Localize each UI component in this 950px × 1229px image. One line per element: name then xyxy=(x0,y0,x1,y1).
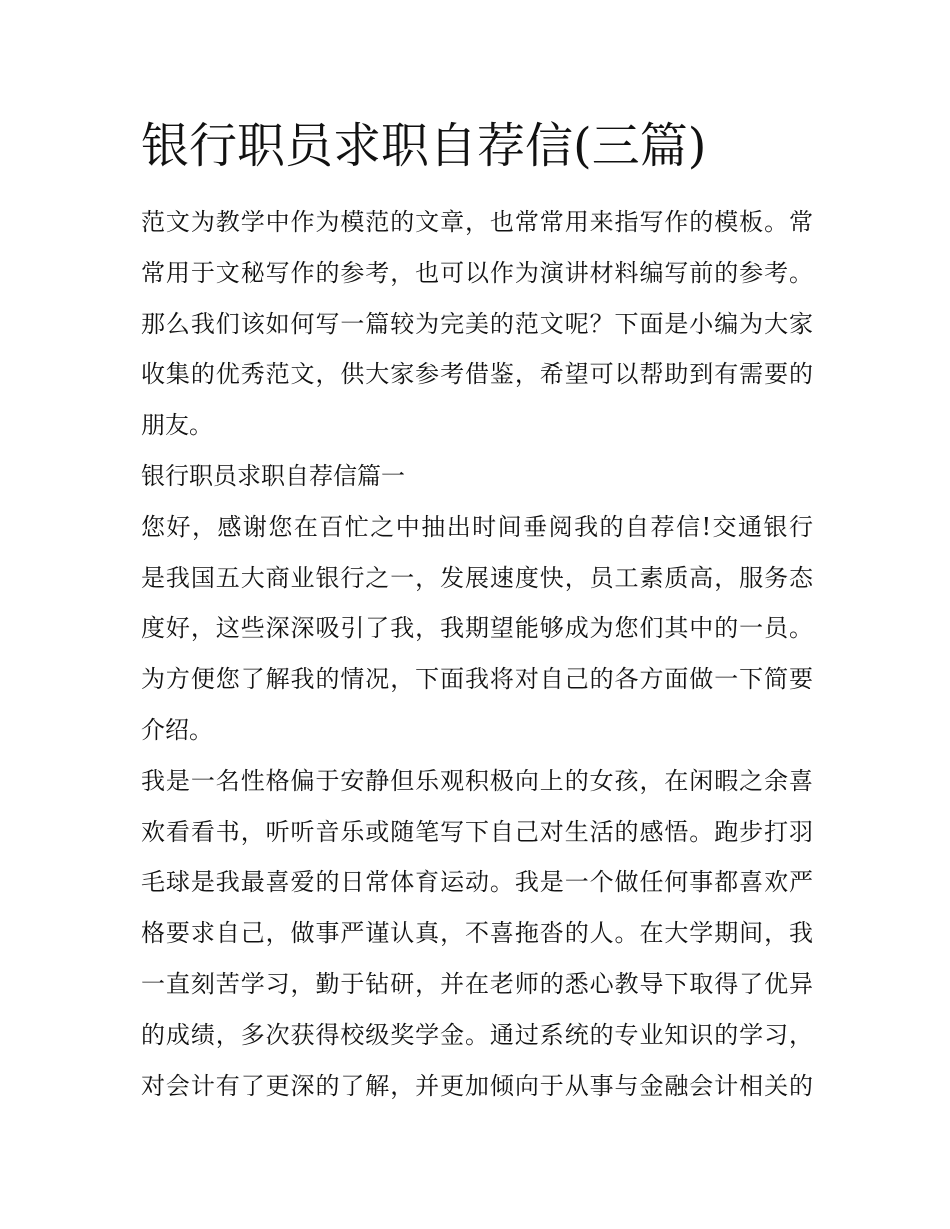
paragraph-line: 那么我们该如何写一篇较为完美的范文呢？下面是小编为大家 xyxy=(141,309,813,338)
paragraph-line: 为方便您了解我的情况，下面我将对自己的各方面做一下简要 xyxy=(141,665,813,694)
paragraph-line: 欢看看书，听听音乐或随笔写下自己对生活的感悟。跑步打羽 xyxy=(141,817,813,846)
paragraph-line: 范文为教学中作为模范的文章，也常常用来指写作的模板。常 xyxy=(141,208,813,236)
paragraph-line: 的成绩，多次获得校级奖学金。通过系统的专业知识的学习， xyxy=(141,1020,813,1049)
paragraph-line: 介绍。 xyxy=(141,715,213,744)
paragraph-line: 格要求自己，做事严谨认真，不喜拖沓的人。在大学期间，我 xyxy=(141,919,813,948)
paragraph-line: 朋友。 xyxy=(141,411,213,440)
section-heading: 银行职员求职自荐信篇一 xyxy=(141,461,405,490)
paragraph-line: 是我国五大商业银行之一，发展速度快，员工素质高，服务态 xyxy=(141,563,813,592)
document-title: 银行职员求职自荐信(三篇) xyxy=(141,118,707,174)
paragraph-line: 毛球是我最喜爱的日常体育运动。我是一个做任何事都喜欢严 xyxy=(141,868,813,897)
paragraph-line: 收集的优秀范文，供大家参考借鉴，希望可以帮助到有需要的 xyxy=(141,360,813,389)
paragraph-line: 度好，这些深深吸引了我，我期望能够成为您们其中的一员。 xyxy=(141,614,813,643)
paragraph-line: 一直刻苦学习，勤于钻研，并在老师的悉心教导下取得了优异 xyxy=(141,969,813,998)
paragraph-line: 对会计有了更深的了解，并更加倾向于从事与金融会计相关的 xyxy=(141,1071,813,1100)
document-body xyxy=(141,197,813,1111)
paragraph-line: 常用于文秘写作的参考，也可以作为演讲材料编写前的参考。 xyxy=(141,258,813,287)
paragraph-line: 您好，感谢您在百忙之中抽出时间垂阅我的自荐信!交通银行 xyxy=(141,512,813,541)
paragraph-line: 我是一名性格偏于安静但乐观积极向上的女孩，在闲暇之余喜 xyxy=(141,766,813,795)
